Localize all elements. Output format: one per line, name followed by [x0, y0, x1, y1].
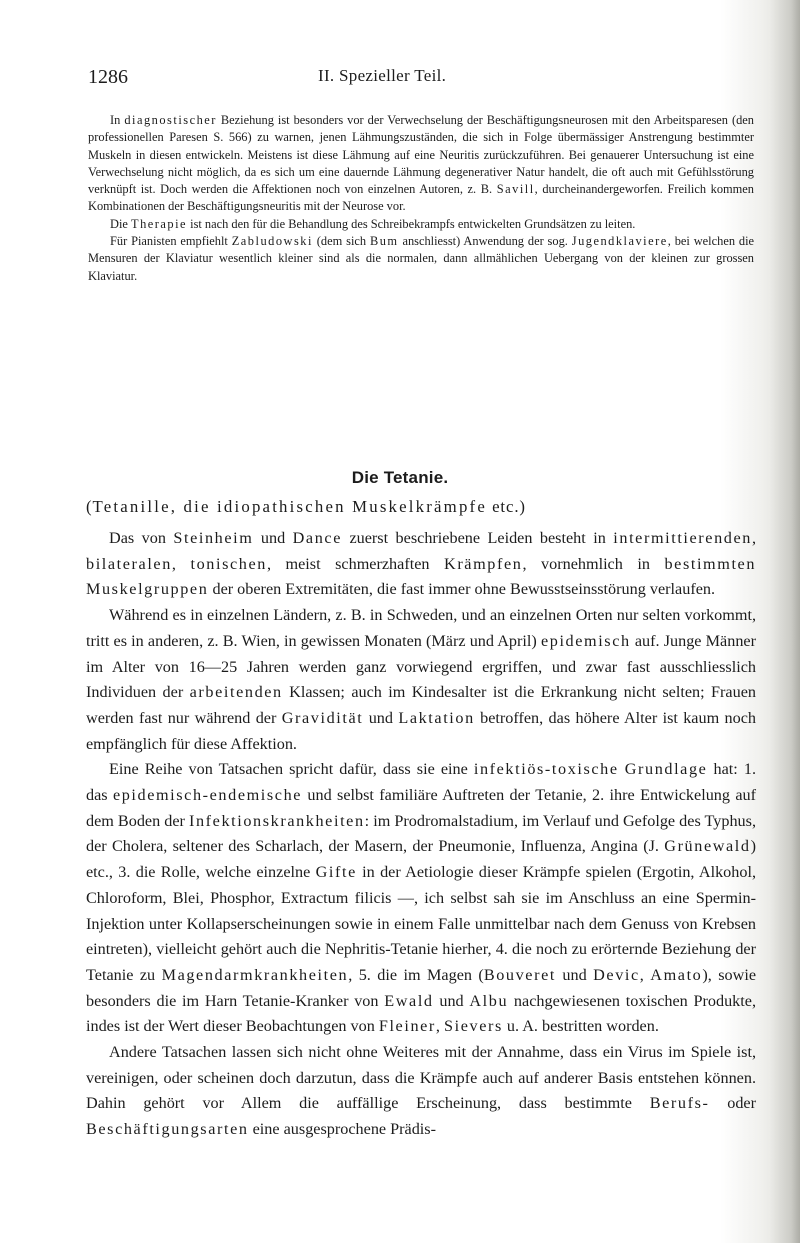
paragraph-diagnosis: In diagnostischer Beziehung ist besonders vor der Verwechselung der Beschäftigungsneurosen mit den Arbeitsparesen (den professionellen Paresen S. 566) zu warnen, jenen Lähmungszuständen, die sich in Folge übermässiger Anstrengung bestimmter Muskeln in diesen entwickeln. Meistens ist diese Lähmung auf eine Neuritis zurückzuführen. Bei genauerer Untersuchung ist eine Verwechselung nicht möglich, da es sich um eine dauernde Lähmung degenerativer Natur handelt, die oft auch mit Gefühlsstörung verknüpft ist. Doch werden die Affektionen noch von einzelnen Autoren, z. B. Savill, durcheinandergeworfen. Freilich kommen Kombinationen der Beschäftigungsneuritis mit der Neurose vor.	[88, 113, 754, 214]
paragraph-other-facts: Andere Tatsachen lassen sich nicht ohne Weiteres mit der Annahme, dass ein Virus im Spiele ist, vereinigen, oder scheinen doch darzutun, dass die Krämpfe auch auf anderer Basis entstehen können. Dahin gehört vor Allem die auffällige Erscheinung, dass bestimmte Berufs- oder Beschäftigungsarten eine ausgesprochene Prädis-	[86, 1043, 756, 1139]
running-header	[88, 66, 738, 96]
page-edge-shadow	[770, 0, 800, 1243]
paragraph-etiology: Eine Reihe von Tatsachen spricht dafür, dass sie eine infektiös-toxische Grundlage hat: 1. das epidemisch-endemische und selbst familiäre Auftreten der Tetanie, 2. ihre Entwickelung auf dem Boden der Infektionskrankheiten: im Prodromalstadium, im Verlauf und Gefolge des Typhus, der Cholera, seltener des Scharlach, der Masern, der Pneumonie, Influenza, Angina (J. Grünewald) etc., 3. die Rolle, welche einzelne Gifte in der Aetiologie dieser Krämpfe spielen (Ergotin, Alkohol, Chloroform, Blei, Phosphor, Extractum filicis —, ich selbst sah sie im Anschluss an eine Spermin-Injektion unter Kollapserscheinungen sowie in einem Falle unmittelbar nach dem Genuss von Krebsen eintreten), vielleicht gehört auch die Nephritis-Tetanie hierher, 4. die noch zu erörternde Beziehung der Tetanie zu Magendarmkrankheiten, 5. die im Magen (Bouveret und Devic, Amato), sowie besonders die im Harn Tetanie-Kranker von Ewald und Albu nachgewiesenen toxischen Produkte, indes ist der Wert dieser Beobachtungen von Fleiner, Sievers u. A. bestritten worden.	[86, 760, 757, 1036]
page-number: 1286	[88, 66, 128, 88]
paragraph-definition: Das von Steinheim und Dance zuerst beschriebene Leiden besteht in intermittierenden, bilateralen, tonischen, meist schmerzhaften Krämpfen, vornehmlich in bestimmten Muskelgruppen der oberen Extremitäten, die fast immer ohne Bewusstseinsstörung verlaufen.	[86, 529, 757, 599]
main-text	[86, 526, 756, 1143]
running-title: II. Spezieller Teil.	[318, 66, 447, 85]
paragraph-pianists: Für Pianisten empfiehlt Zabludowski (dem sich Bum anschliesst) Anwendung der sog. Jugendklaviere, bei welchen die Mensuren der Klaviatur wesentlich kleiner sind als die normalen, dann allmählichen Uebergang von der kleinen zur grossen Klaviatur.	[88, 234, 755, 283]
section-subheading: (Tetanille, die idiopathischen Muskelkrämpfe etc.)	[86, 497, 526, 516]
small-print-section	[88, 112, 754, 285]
paragraph-occurrence: Während es in einzelnen Ländern, z. B. in Schweden, und an einzelnen Orten nur selten vorkommt, tritt es in anderen, z. B. Wien, in gewissen Monaten (März und April) epidemisch auf. Junge Männer im Alter von 16—25 Jahren werden ganz vorwiegend ergriffen, und zwar fast ausschliesslich Individuen der arbeitenden Klassen; auch im Kindesalter ist die Erkrankung nicht selten; Frauen werden fast nur während der Gravidität und Laktation betroffen, das höhere Alter ist kaum noch empfänglich für diese Affektion.	[86, 606, 756, 753]
paragraph-therapy: Die Therapie ist nach den für die Behandlung des Schreibekrampfs entwickelten Grundsätzen zu leiten.	[110, 216, 636, 231]
section-heading: Die Tetanie.	[351, 468, 449, 487]
